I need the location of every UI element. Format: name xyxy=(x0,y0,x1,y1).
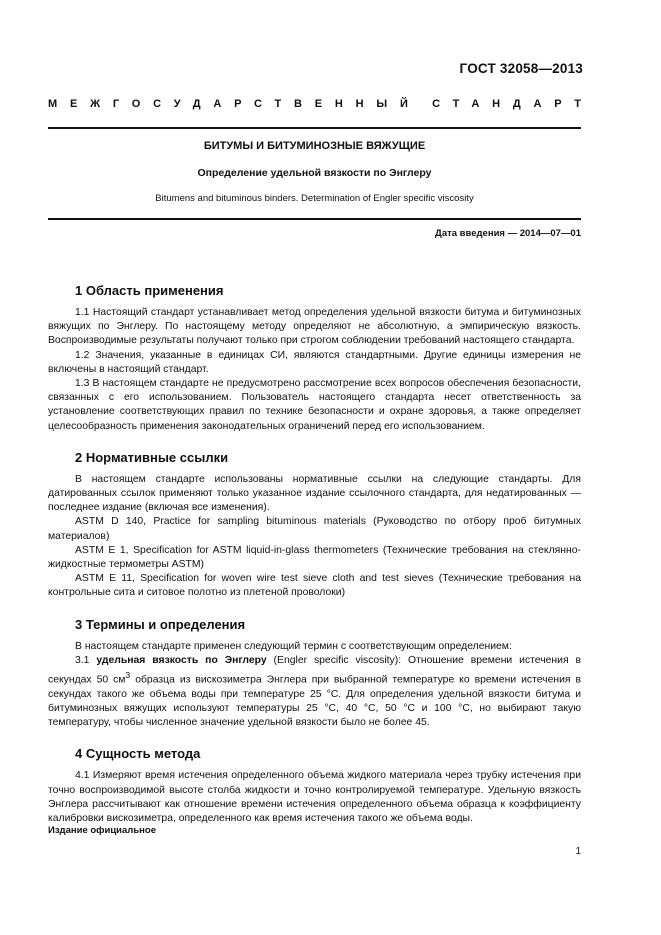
defined-term: удельная вязкость по Энглеру xyxy=(96,654,267,666)
banner-word-interstate: МЕЖГОСУДАРСТВЕННЫЙ xyxy=(48,98,421,110)
reference-item: ASTM E 11, Specification for woven wire test sieve cloth and test sieves (Технические требования на контрольные сита и ситовое полотно из плетеной проволоки) xyxy=(48,573,581,599)
official-edition-note: Издание официальное xyxy=(48,825,156,836)
section-heading: 1 Область применения xyxy=(75,283,224,298)
paragraph: 4.1 Измеряют время истечения определенного объема жидкого материала через трубку истечения при точно воспроизводимой высоте столба жидкости и точно контролируемой температуре. Удельную вязкость Энглера рассчитывают как отношение времени истечения определенного объема образца к коэффициенту калибровки вискозиметра, определенного как время истечения такого же объема воды. xyxy=(48,770,581,824)
section-heading: 3 Термины и определения xyxy=(75,616,246,632)
reference-item: ASTM D 140, Practice for sampling bituminous materials (Руководство по отбору проб битумных материалов) xyxy=(48,516,581,542)
definition-number: 3.1 xyxy=(75,654,90,666)
paragraph: 1.3 В настоящем стандарте не предусмотрено рассмотрение всех вопросов обеспечения безопасности, связанных с его использованием. Пользователь настоящего стандарта несет ответственность за установление соответствующих правил по технике безопасности и охране здоровья, а также определяет целесообразность применения законодательных ограничений перед его использованием. xyxy=(48,378,581,432)
definition-text: образца из вискозиметра Энглера при выбранной температуре ко времени истечения в секундах такого же объема воды при температуре 25 °С. Для определения удельной вязкости битума и битуминозных вяжущих используют температуры 25 °С, 40 °С, 50 °С и 100 °С, но выбирают такую температуру, чтобы численное значение удельной вязкости было не более 45. xyxy=(48,674,581,729)
section-normative-references xyxy=(48,450,581,601)
paragraph: 1.1 Настоящий стандарт устанавливает метод определения удельной вязкости битума и битуминозных вяжущих по Энглеру. По настоящему методу определяют не абсолютную, а эмпирическую вязкость. Воспроизводимые результаты получают только при строгом соблюдении требований настоящего стандарта. xyxy=(48,307,581,347)
section-terms-definitions xyxy=(48,617,581,731)
paragraph: В настоящем стандарте применен следующий термин с соответствующим определением: xyxy=(75,640,512,652)
banner-word-standard: СТАНДАРТ xyxy=(432,98,594,110)
introduction-date: Дата введения — 2014—07—01 xyxy=(435,228,581,239)
section-scope xyxy=(48,283,581,434)
paragraph: 1.2 Значения, указанные в единицах СИ, являются стандартными. Другие единицы измерения не включены в настоящий стандарт. xyxy=(48,349,581,375)
definition-text: (Engler specific viscosity): Отношение времени истечения в секундах 50 см xyxy=(48,654,581,686)
title-divider xyxy=(48,218,581,220)
english-title: Bitumens and bituminous binders. Determination of Engler specific viscosity xyxy=(155,193,474,204)
paragraph: В настоящем стандарте использованы нормативные ссылки на следующие стандарты. Для датированных ссылок применяют только указанное издание ссылочного стандарта, для недатированных — последнее издание (включая все изменения). xyxy=(48,473,581,514)
definition-paragraph xyxy=(48,654,581,730)
document-title: БИТУМЫ И БИТУМИНОЗНЫЕ ВЯЖУЩИЕ xyxy=(203,140,426,152)
section-heading: 4 Сущность метода xyxy=(75,746,201,762)
document-body xyxy=(48,283,581,826)
standard-type-banner xyxy=(48,97,594,111)
reference-item: ASTM E 1, Specification for ASTM liquid-in-glass thermometers (Технические требования на стеклянно-жидкостные термометры ASTM) xyxy=(48,544,581,571)
section-method-principle xyxy=(48,746,581,826)
superscript-exponent: 3 xyxy=(125,670,131,681)
document-code: ГОСТ 32058—2013 xyxy=(459,61,583,76)
document-subtitle: Определение удельной вязкости по Энглеру xyxy=(197,167,432,179)
page-number: 1 xyxy=(575,846,581,857)
top-divider xyxy=(48,127,581,129)
section-heading: 2 Нормативные ссылки xyxy=(75,449,229,465)
